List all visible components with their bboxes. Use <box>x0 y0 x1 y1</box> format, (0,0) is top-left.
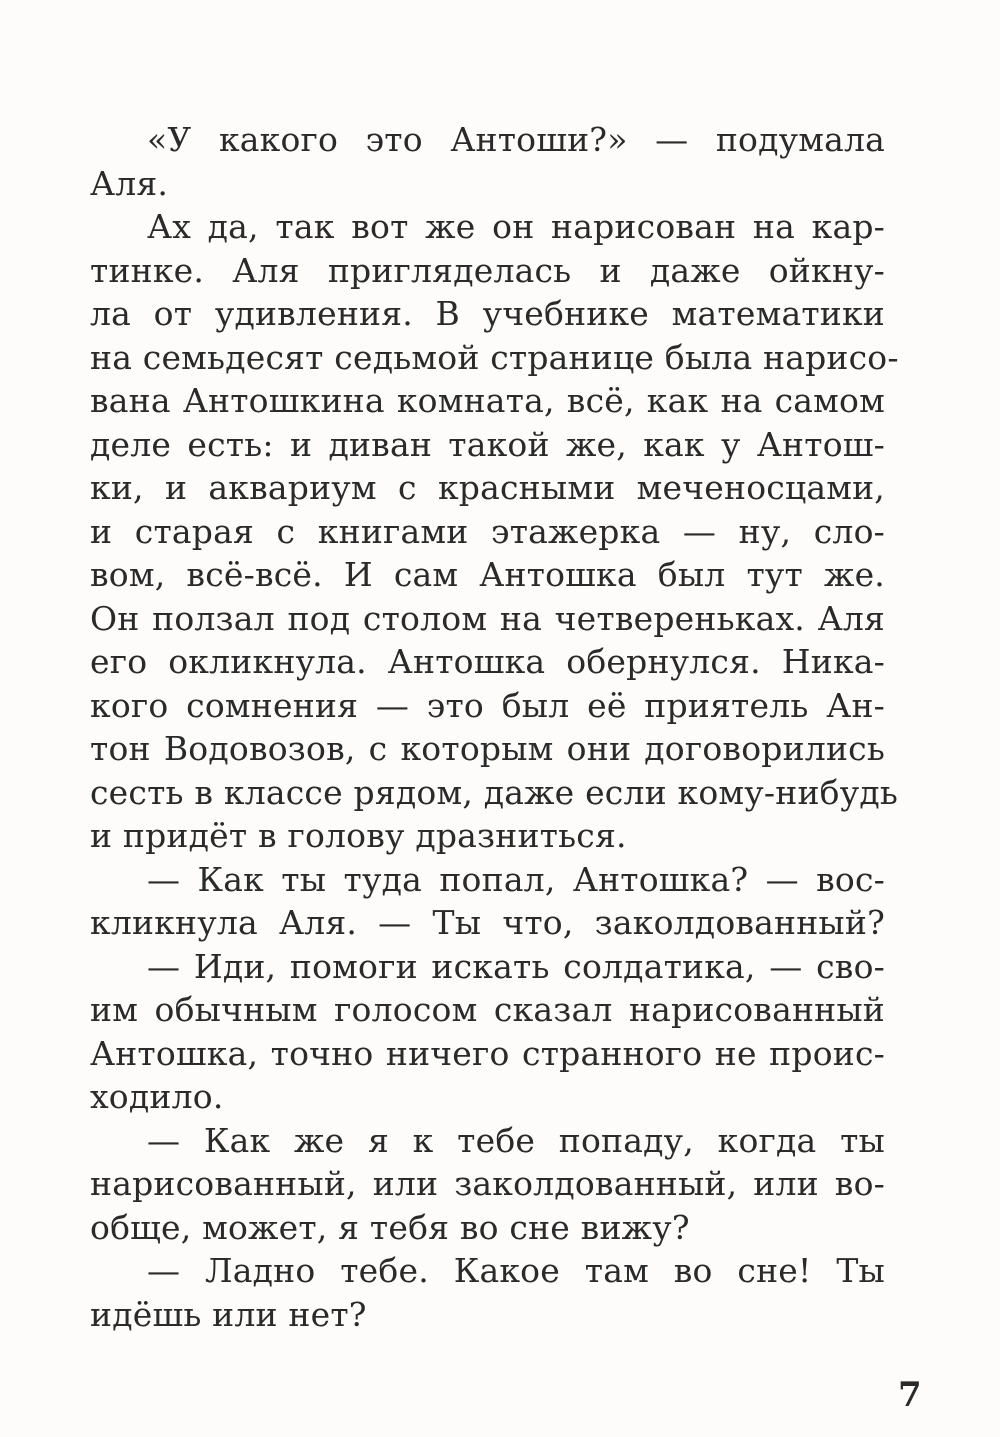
text-line: — Ладно тебе. Какое там во сне! Ты <box>147 1251 885 1290</box>
page-body-text <box>90 118 899 1336</box>
text-line: вана Антошкина комната, всё, как на самом <box>90 381 885 420</box>
text-line: тон Водовозов, с которым они договорились <box>90 729 885 768</box>
text-line: ла от удивления. В учебнике математики <box>90 294 885 333</box>
text-line: им обычным голосом сказал нарисованный <box>90 990 885 1029</box>
text-line: ходило. <box>90 1077 224 1116</box>
text-line: — Как ты туда попал, Антошка? — вос- <box>147 859 885 899</box>
text-line: на семьдесят седьмой странице была нарисо- <box>90 337 899 377</box>
page-number: 7 <box>898 1375 922 1415</box>
text-line: кого сомнения — это был её приятель Ан- <box>90 685 885 725</box>
text-line: Ах да, так вот же он нарисован на кар- <box>147 207 885 246</box>
text-line: нарисованный, или заколдованный, или во- <box>90 1164 885 1203</box>
text-line: обще, может, я тебя во сне вижу? <box>90 1207 690 1247</box>
text-line: «У какого это Антоши?» — подумала <box>147 120 885 159</box>
text-line: тинке. Аля пригляделась и даже ойкну- <box>90 250 885 290</box>
text-line: Он ползал под столом на четвереньках. Аля <box>90 598 885 638</box>
text-line: деле есть: и диван такой же, как у Антош- <box>90 424 885 464</box>
text-line: и старая с книгами этажерка — ну, сло- <box>90 511 885 551</box>
text-line: идёшь или нет? <box>90 1294 367 1334</box>
text-line: его окликнула. Антошка обернулся. Ника- <box>90 642 885 681</box>
text-line: — Иди, помоги искать солдатика, — сво- <box>147 946 885 986</box>
text-line: и придёт в голову дразниться. <box>90 816 627 855</box>
text-line: ки, и аквариум с красными меченосцами, <box>90 468 885 507</box>
text-line: Антошка, точно ничего странного не проис- <box>90 1033 885 1073</box>
text-line: вом, всё-всё. И сам Антошка был тут же. <box>90 555 885 594</box>
text-line: сесть в классе рядом, даже если кому-нибудь <box>90 772 899 812</box>
text-line: Аля. <box>90 163 169 203</box>
text-line: кликнула Аля. — Ты что, заколдованный? <box>90 903 885 942</box>
text-line: — Как же я к тебе попаду, когда ты <box>147 1120 885 1160</box>
